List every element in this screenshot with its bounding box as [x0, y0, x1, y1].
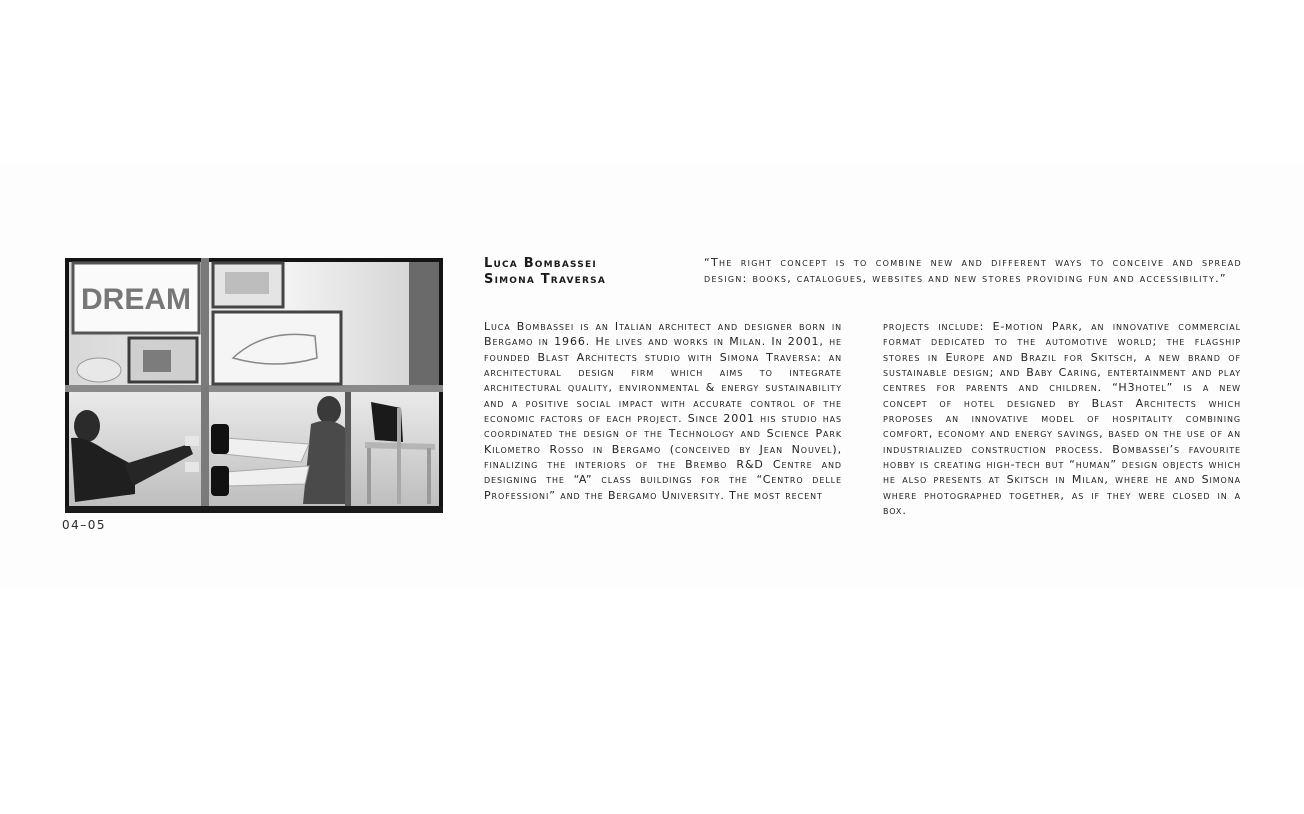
body-column-right — [883, 319, 1241, 518]
author-names — [484, 256, 684, 288]
author-name-first: Luca Bombassei — [484, 256, 597, 271]
body-text-right: projects include: E-motion Park, an innovative commercial format dedicated to the automotive world; the flagship stores in Europe and Brazil for Skitsch, a new brand of sustainable design; and Baby Caring, entertainment and play centres for parents and children. “H3hotel” is a new concept of hotel designed by Blast Architects which proposes an innovative model of hospitality combining comfort, economy and energy savings, based on the use of an industrialized construction process. Bombassei’s favourite hobby is creating high-tech but “human” design objects which he also presents at Skitsch in Milan, where he and Simona where photographed together, as if they were closed in a box. — [883, 320, 1241, 518]
body-text-left: Luca Bombassei is an Italian architect and designer born in Bergamo in 1966. He lives and works in Milan. In 2001, he founded Blast Architects studio with Simona Traversa: an architectural design firm which aims to integrate architectural quality, environmental & energy sustainability and a positive social impact with accurate control of the economic factors of each project. Since 2001 his studio has coordinated the design of the Technology and Science Park Kilometro Rosso in Bergamo (conceived by Jean Nouvel), finalizing the interiors of the Brembo R&D Centre and designing the “A” class buildings for the “Centro delle Professioni” and the Bergamo University. The most recent — [484, 320, 842, 502]
portrait-illustration — [65, 258, 443, 513]
pull-quote: “The right concept is to combine new and different ways to conceive and spread design: books, catalogues, websites and new stores providing fun and accessibility.” — [704, 256, 1242, 285]
dream-sign — [73, 263, 199, 333]
dream-sign-text: DREAM — [81, 283, 191, 316]
page-number: 04–05 — [62, 518, 107, 532]
portrait-photo — [65, 258, 443, 513]
author-name-second: Simona Traversa — [484, 272, 606, 287]
body-column-left — [484, 319, 842, 503]
